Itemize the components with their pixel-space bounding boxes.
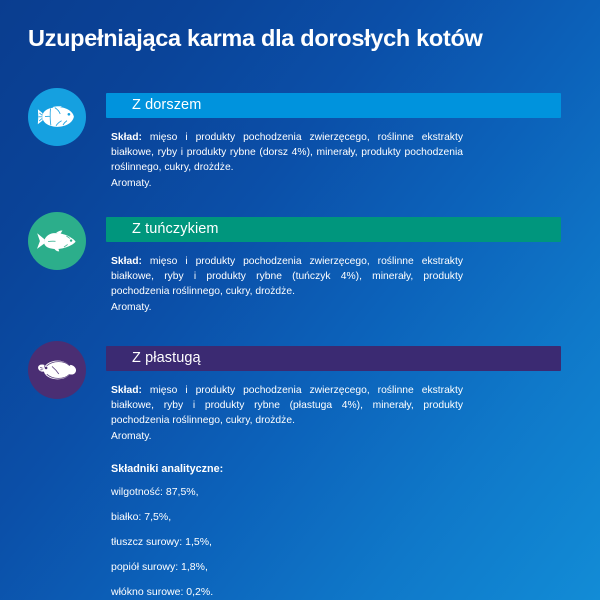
cod-fish-badge	[28, 88, 86, 146]
analytical-row-protein: białko: 7,5%,	[111, 511, 172, 524]
analytical-row-fibre: włókno surowe: 0,2%.	[111, 586, 214, 599]
aromas-line-flounder: Aromaty.	[111, 430, 152, 442]
analytical-row-ash: popiół surowy: 1,8%,	[111, 561, 208, 574]
composition-label-tuna: Skład:	[111, 256, 142, 267]
composition-text-tuna	[111, 254, 463, 315]
composition-text-flounder	[111, 383, 463, 444]
flounder-fish-icon	[36, 357, 78, 383]
composition-body-cod: mięso i produkty pochodzenia zwierzęcego, roślinne ekstrakty białkowe, ryby i produkty rybne (dorsz 4%), minerały, produkty pochodzenia roślinnego, cukry, drożdże.	[111, 132, 463, 174]
tuna-eye-icon	[70, 239, 72, 241]
tuna-fish-badge	[28, 212, 86, 270]
composition-body-tuna: mięso i produkty pochodzenia zwierzęcego, roślinne ekstrakty białkowe, ryby i produkty rybne (tuńczyk 4%), minerały, produkty pochodzenia roślinnego, cukry, drożdże.	[111, 256, 463, 298]
analytical-constituents-title: Składniki analityczne:	[111, 463, 224, 475]
product-bar-label-tuna: Z tuńczykiem	[132, 221, 219, 238]
composition-label-cod: Skład:	[111, 132, 142, 143]
product-bar-label-flounder: Z płastugą	[132, 350, 201, 367]
composition-text-cod	[111, 130, 463, 191]
composition-label-flounder: Skład:	[111, 385, 142, 396]
analytical-constituents-block	[111, 463, 441, 599]
cod-eye-icon	[68, 113, 71, 116]
composition-body-flounder: mięso i produkty pochodzenia zwierzęcego, roślinne ekstrakty białkowe, ryby i produkty rybne (płastuga 4%), minerały, produkty pochodzenia roślinnego, cukry, drożdże.	[111, 385, 463, 427]
product-bar-tuna	[106, 217, 561, 242]
flounder-eye-icon	[45, 367, 48, 370]
cod-fish-icon	[37, 105, 77, 129]
flounder-fish-badge	[28, 341, 86, 399]
analytical-row-fat: tłuszcz surowy: 1,5%,	[111, 536, 212, 549]
tuna-fish-icon	[36, 230, 78, 252]
analytical-row-moisture: wilgotność: 87,5%,	[111, 486, 199, 498]
product-bar-flounder	[106, 346, 561, 371]
page-title: Uzupełniająca karma dla dorosłych kotów	[28, 25, 483, 51]
product-bar-cod	[106, 93, 561, 118]
aromas-line-cod: Aromaty.	[111, 177, 152, 189]
aromas-line-tuna: Aromaty.	[111, 301, 152, 313]
product-bar-label-cod: Z dorszem	[132, 97, 202, 114]
